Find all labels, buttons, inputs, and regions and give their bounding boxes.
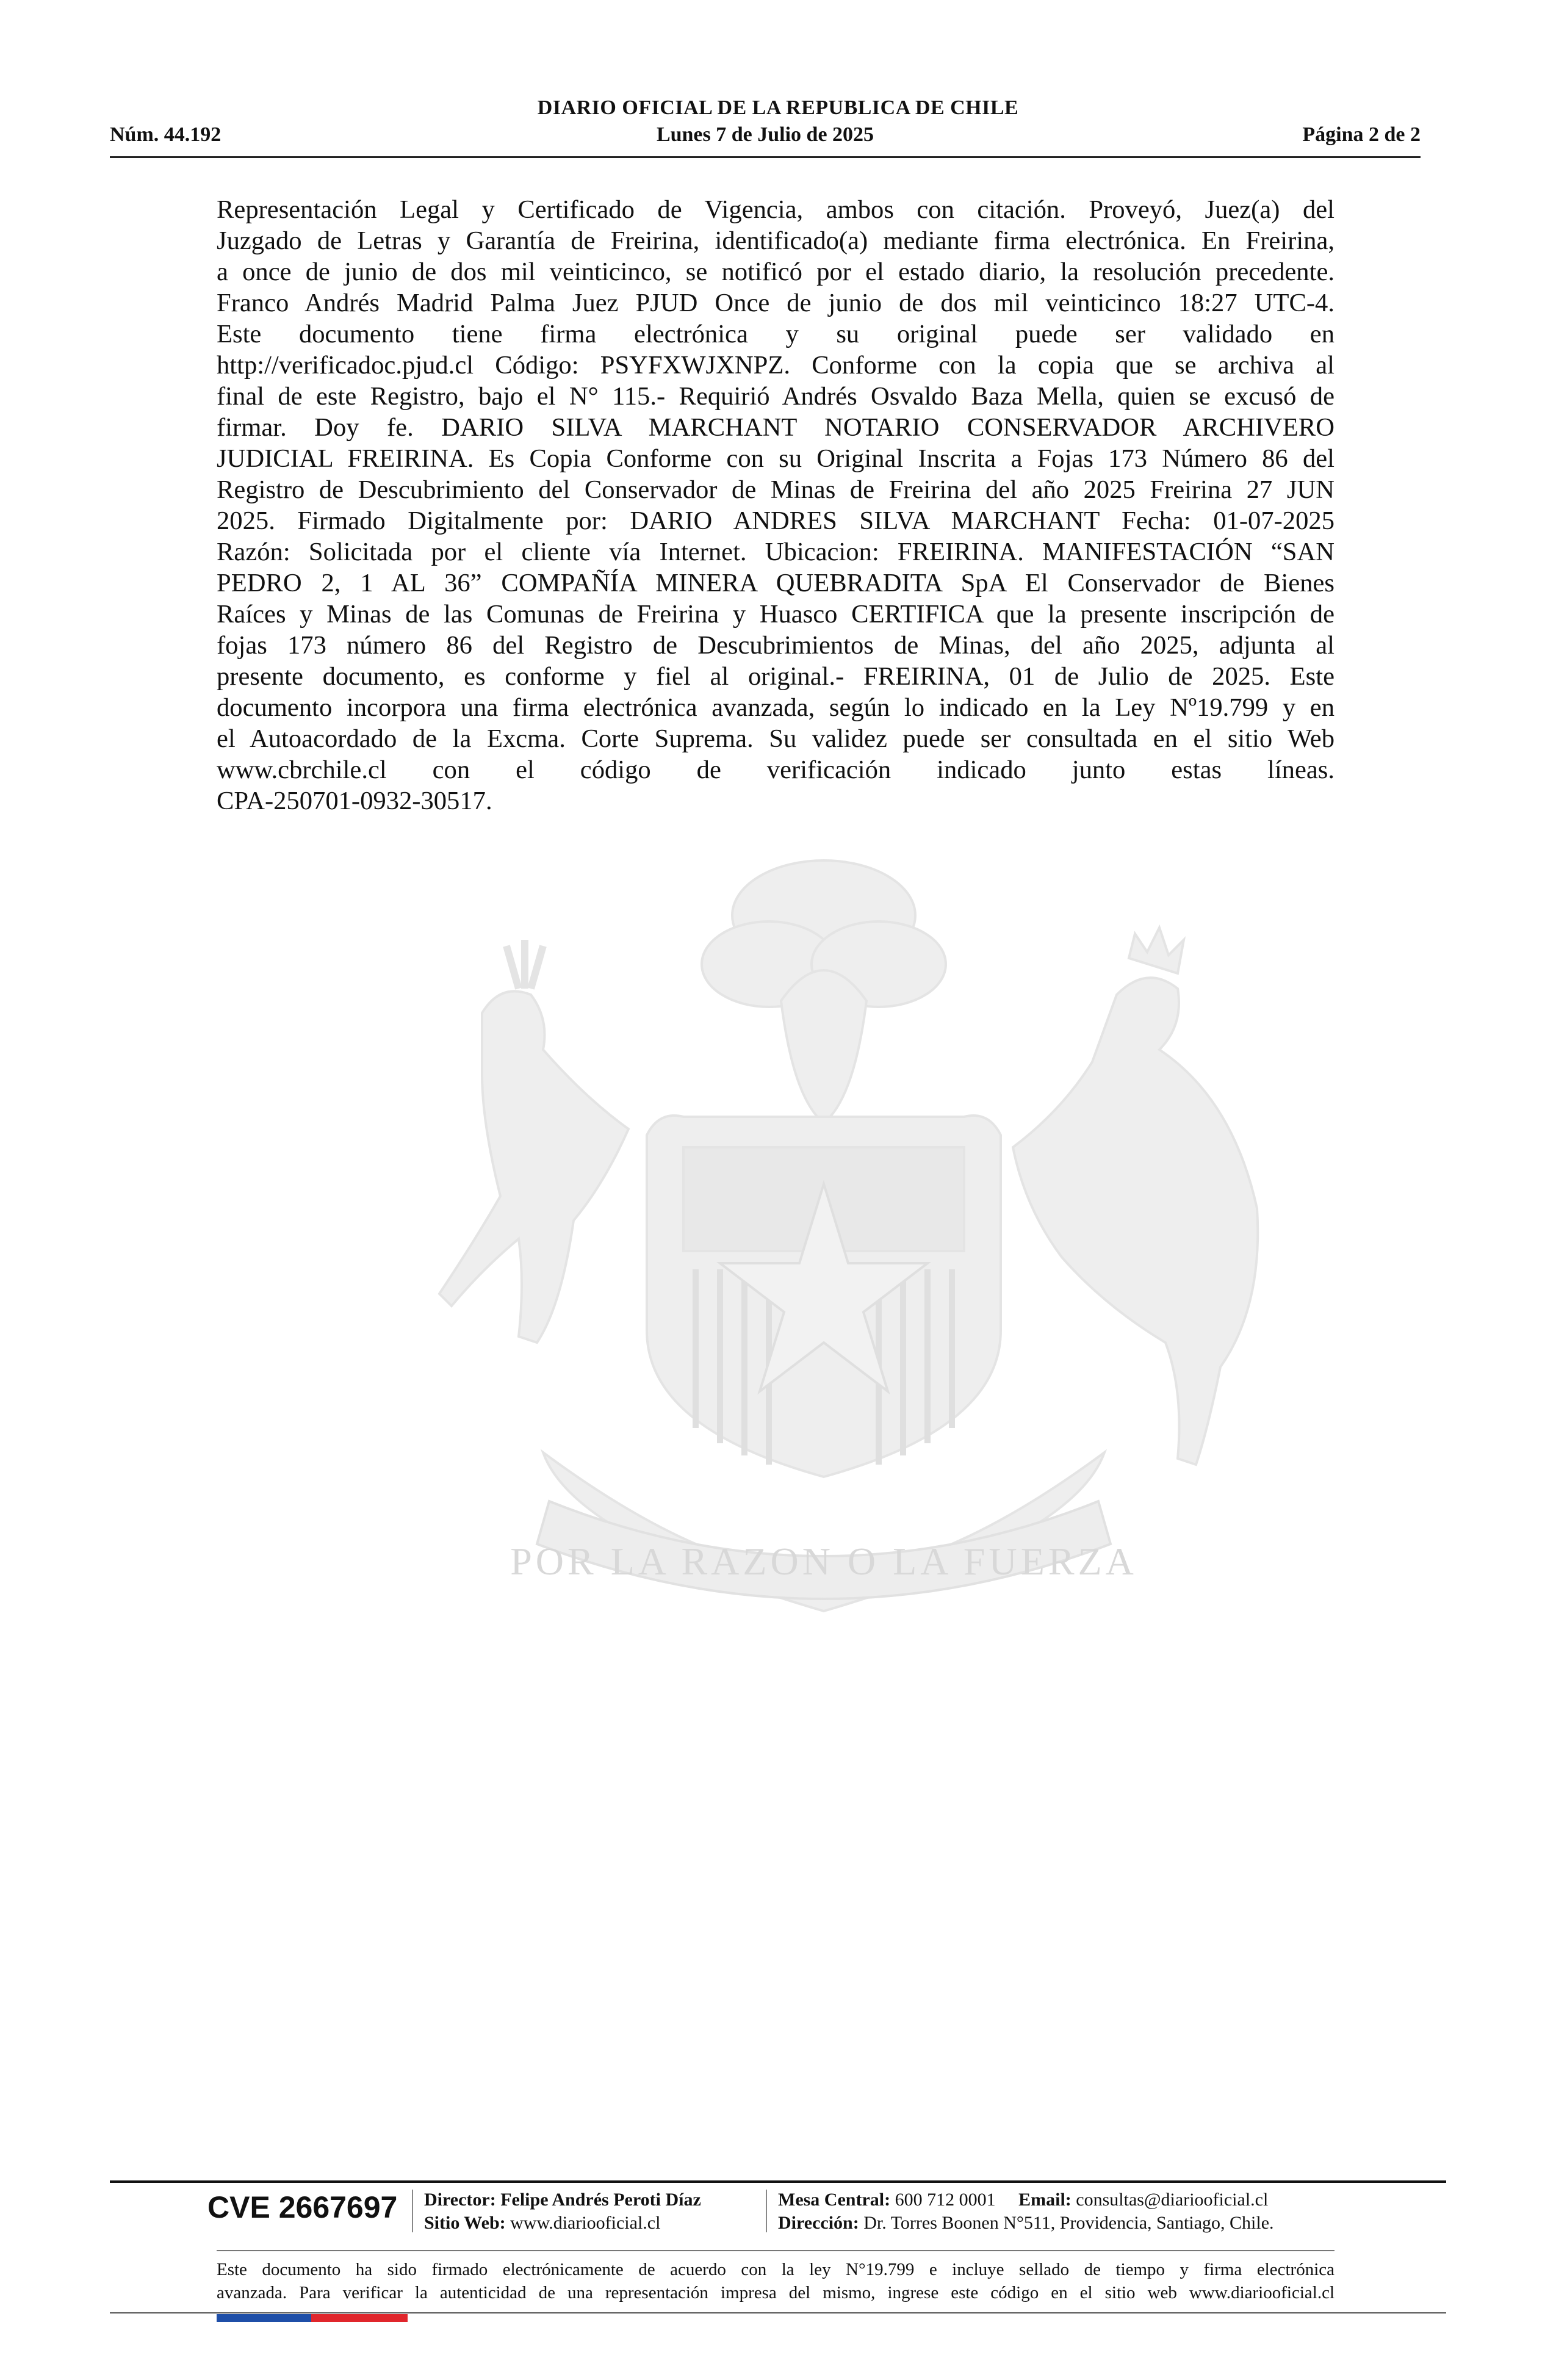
body-line: www.cbrchile.cl con el código de verificación indicado junto estas líneas. bbox=[217, 755, 1334, 784]
body-line: http://verificadoc.pjud.cl Código: PSYFXWJXNPZ. Conforme con la copia que se archiva al bbox=[217, 351, 1334, 380]
body-line: documento incorpora una firma electrónica avanzada, según lo indicado en la Ley Nº19.799 y en bbox=[217, 693, 1334, 722]
body-line: Registro de Descubrimiento del Conservador de Minas de Freirina del año 2025 Freirina 27 JUN bbox=[217, 475, 1334, 504]
header-row bbox=[110, 123, 1421, 150]
publication-title: DIARIO OFICIAL DE LA REPUBLICA DE CHILE bbox=[537, 96, 1019, 119]
flag-stripe-blue bbox=[217, 2314, 311, 2322]
body-line: final de este Registro, bajo el N° 115.- Requirió Andrés Osvaldo Baza Mella, quien se excusó de bbox=[217, 382, 1334, 411]
email-link[interactable]: consultas@diariooficial.cl bbox=[1076, 2190, 1269, 2210]
director-name: Felipe Andrés Peroti Díaz bbox=[500, 2190, 701, 2210]
footer-mid-rule bbox=[217, 2250, 1334, 2251]
motto-text: POR LA RAZON O LA FUERZA bbox=[510, 1540, 1137, 1583]
shield-icon bbox=[647, 1116, 1001, 1477]
plumes-icon bbox=[702, 860, 946, 1123]
cve-code: CVE 2667697 bbox=[207, 2190, 398, 2224]
footer-director-block bbox=[424, 2188, 701, 2235]
legal-line: Este documento ha sido firmado electrónicamente de acuerdo con la ley N°19.799 e incluye sellado de tiempo y firma electrónica bbox=[217, 2260, 1334, 2279]
footer-top-rule bbox=[110, 2180, 1446, 2183]
huemul-icon bbox=[439, 940, 629, 1343]
body-line: Franco Andrés Madrid Palma Juez PJUD Once de junio de dos mil veinticinco 18:27 UTC-4. bbox=[217, 289, 1334, 317]
flag-stripe-red bbox=[311, 2314, 408, 2322]
body-line: el Autoacordado de la Excma. Corte Suprema. Su validez puede ser consultada en el sitio Web bbox=[217, 724, 1334, 753]
header-divider bbox=[110, 156, 1421, 158]
website-link[interactable]: www.diariooficial.cl bbox=[510, 2213, 661, 2233]
condor-icon bbox=[1013, 928, 1258, 1465]
director-line bbox=[424, 2188, 701, 2212]
coat-of-arms-watermark bbox=[342, 842, 1318, 1672]
body-line: Razón: Solicitada por el cliente vía Internet. Ubicacion: FREIRINA. MANIFESTACIÓN “SAN bbox=[217, 538, 1334, 566]
document-body bbox=[217, 194, 1334, 817]
legal-line: avanzada. Para verificar la autenticidad de una representación impresa del mismo, ingrese este código en el sitio web www.diariooficial.cl bbox=[217, 2283, 1334, 2302]
issue-number: Núm. 44.192 bbox=[110, 123, 222, 146]
phone-number: 600 712 0001 bbox=[895, 2190, 996, 2210]
body-line: Raíces y Minas de las Comunas de Freirina y Huasco CERTIFICA que la presente inscripción de bbox=[217, 600, 1334, 629]
website-label: Sitio Web: bbox=[424, 2213, 506, 2233]
contact-line bbox=[778, 2188, 1274, 2212]
footer-separator bbox=[766, 2190, 767, 2232]
footer-contact-block bbox=[778, 2188, 1274, 2235]
body-line: 2025. Firmado Digitalmente por: DARIO ANDRES SILVA MARCHANT Fecha: 01-07-2025 bbox=[217, 507, 1334, 535]
email-label: Email: bbox=[1018, 2190, 1072, 2210]
body-line: Este documento tiene firma electrónica y su original puede ser validado en bbox=[217, 320, 1334, 348]
address-label: Dirección: bbox=[778, 2213, 859, 2233]
body-line: Representación Legal y Certificado de Vigencia, ambos con citación. Proveyó, Juez(a) del bbox=[217, 195, 1334, 224]
website-line bbox=[424, 2212, 701, 2235]
body-line: firmar. Doy fe. DARIO SILVA MARCHANT NOTARIO CONSERVADOR ARCHIVERO bbox=[217, 413, 1334, 442]
body-line: JUDICIAL FREIRINA. Es Copia Conforme con su Original Inscrita a Fojas 173 Número 86 del bbox=[217, 444, 1334, 473]
body-line: a once de junio de dos mil veinticinco, se notificó por el estado diario, la resolución precedente. bbox=[217, 258, 1334, 286]
footer-separator bbox=[412, 2190, 413, 2232]
body-line: CPA-250701-0932-30517. bbox=[217, 787, 492, 815]
body-line: Juzgado de Letras y Garantía de Freirina, identificado(a) mediante firma electrónica. En Freirina, bbox=[217, 226, 1334, 255]
body-line: PEDRO 2, 1 AL 36” COMPAÑÍA MINERA QUEBRADITA SpA El Conservador de Bienes bbox=[217, 569, 1334, 597]
phone-label: Mesa Central: bbox=[778, 2190, 891, 2210]
page-indicator: Página 2 de 2 bbox=[1302, 123, 1421, 146]
footer-bottom-rule bbox=[110, 2312, 1446, 2313]
body-line: presente documento, es conforme y fiel al original.- FREIRINA, 01 de Julio de 2025. Este bbox=[217, 662, 1334, 691]
legal-notice bbox=[217, 2258, 1334, 2304]
issue-date: Lunes 7 de Julio de 2025 bbox=[656, 123, 874, 146]
address-line bbox=[778, 2212, 1274, 2235]
body-line: fojas 173 número 86 del Registro de Descubrimientos de Minas, del año 2025, adjunta al bbox=[217, 631, 1334, 660]
director-label: Director: bbox=[424, 2190, 496, 2210]
address-value: Dr. Torres Boonen N°511, Providencia, Santiago, Chile. bbox=[863, 2213, 1274, 2233]
